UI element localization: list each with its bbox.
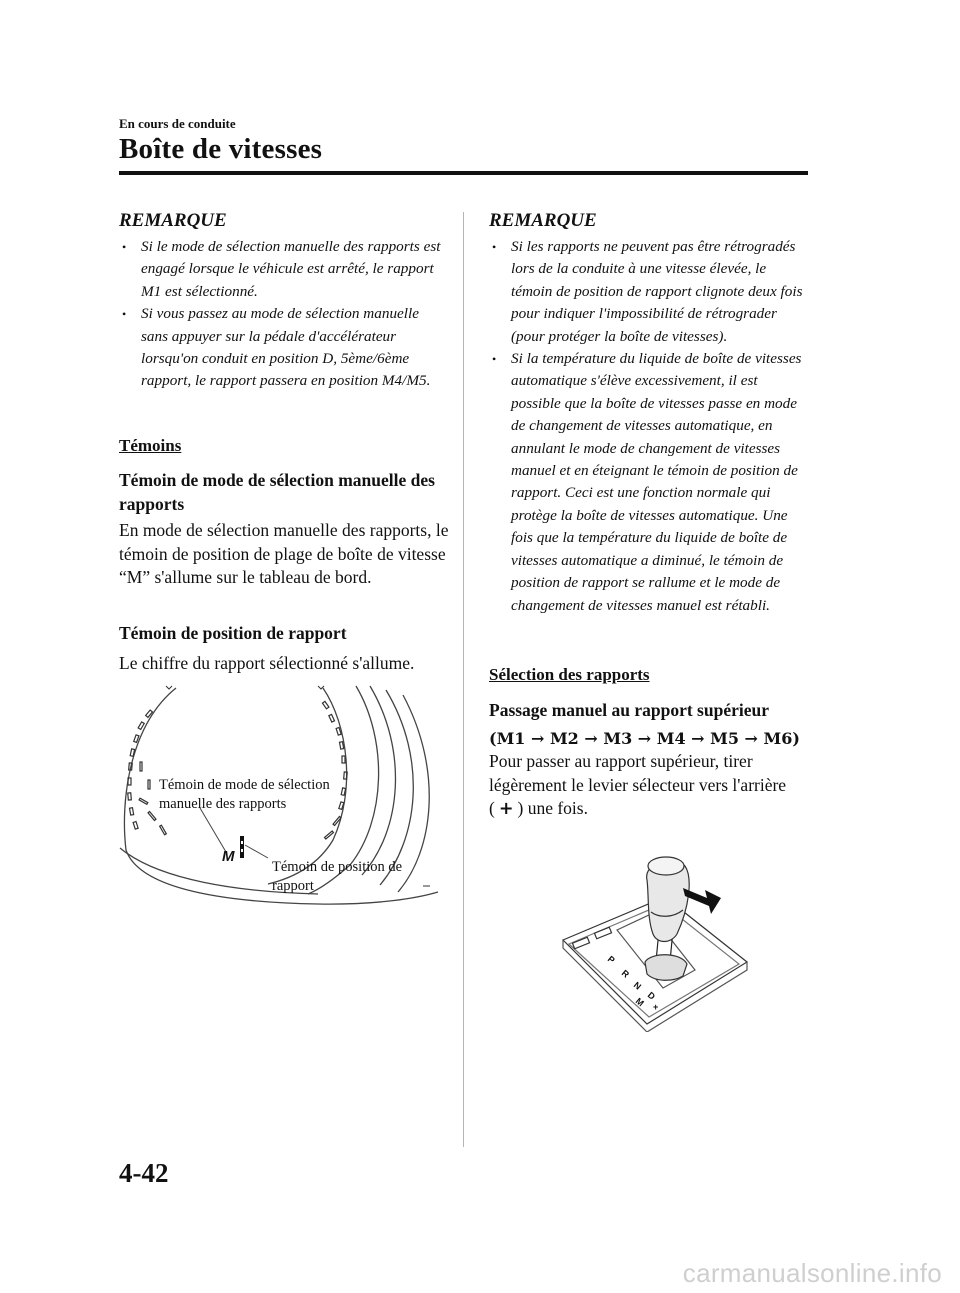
bullet-icon: • — [492, 240, 497, 254]
plus-icon: + — [498, 799, 514, 819]
instrument-cluster-figure — [118, 680, 448, 910]
paragraph-manual-mode: En mode de sélection manuelle des rapports, le témoin de position de plage de boîte de vitesse “M” s'allume sur le tableau de bord. — [119, 520, 449, 587]
paragraph-upshift — [489, 750, 814, 822]
left-column — [119, 210, 449, 393]
note-text: Si la température du liquide de boîte de vitesses automatique s'élève excessivement, il est possible que la boîte de vitesses passe en mode de changement de vitesses automatique, en annulant le mode de changement de vitesses manuel et en éteignant le témoin de position de rapport. Ceci est une fonction normale qui protège la boîte de vitesses automatique. Une fois que la température du liquide de boîte de vitesses automatique a diminué, le témoin de position de rapport se rallume et le mode de changement de vitesses manuel est rétabli. — [511, 350, 802, 614]
gear-sequence: (M1 → M2 → M3 → M4 → M5 → M6) — [489, 729, 800, 748]
gate-letter-n: N — [631, 979, 644, 992]
section-label: En cours de conduite — [119, 116, 236, 131]
bullet-icon: • — [492, 352, 497, 367]
gear-lever-illustration — [555, 852, 755, 1032]
right-column — [489, 210, 811, 617]
instruction-text-end: ) une fois. — [517, 798, 588, 818]
note-text: Si le mode de sélection manuelle des rapports est engagé lorsque le véhicule est arrêté, le rapport M1 est sélectionné. — [141, 238, 441, 300]
temoins-heading: Témoins — [119, 436, 182, 455]
gate-letter-m: M — [633, 995, 646, 1009]
instruction-text-start: Pour passer au rapport supérieur, tirer légèrement le levier sélecteur vers l'arrière ( — [489, 751, 787, 818]
m-indicator-letter: M — [222, 848, 235, 865]
paragraph-gear-position: Le chiffre du rapport sélectionné s'allume. — [119, 653, 415, 673]
gear-lever-figure — [555, 852, 755, 1032]
bullet-icon: • — [122, 240, 127, 254]
notes-list-left — [119, 236, 449, 393]
sub-heading-upshift: Passage manuel au rapport supérieur — [489, 700, 769, 720]
note-item — [119, 236, 449, 303]
gate-plus: + — [653, 1002, 659, 1012]
callout-manual-mode-indicator: Témoin de mode de sélection manuelle des rapports — [159, 777, 330, 812]
page-number: 4-42 — [119, 1158, 169, 1188]
notes-list-right — [489, 236, 811, 617]
gate-letter-r: R — [619, 967, 632, 980]
remarque-label-left: REMARQUE — [119, 210, 227, 231]
page-title: Boîte de vitesses — [119, 133, 323, 165]
note-item — [489, 348, 811, 617]
note-text: Si vous passez au mode de sélection manuelle sans appuyer sur la pédale d'accélérateur lorsqu'on conduit en position D, 5ème/6ème rapport, le rapport passera en position M4/M5. — [141, 305, 431, 390]
remarque-label-right: REMARQUE — [489, 210, 597, 231]
gate-letter-d: D — [645, 989, 658, 1002]
callout-gear-position-indicator: Témoin de position de rapport — [272, 859, 403, 894]
note-item — [489, 236, 811, 348]
bullet-icon: • — [122, 307, 127, 322]
sub-heading-manual-mode: Témoin de mode de sélection manuelle des rapports — [119, 470, 435, 514]
gate-letter-p: P — [605, 953, 617, 966]
header-rule — [119, 171, 808, 175]
note-text: Si les rapports ne peuvent pas être rétrogradés lors de la conduite à une vitesse élevée, le témoin de position de rapport clignote deux fois pour indiquer l'impossibilité de rétrograder (pour protéger la boîte de vitesses). — [511, 238, 803, 345]
note-item — [119, 303, 449, 393]
column-divider — [463, 212, 464, 1147]
selection-heading: Sélection des rapports — [489, 665, 650, 684]
sub-heading-gear-position: Témoin de position de rapport — [119, 623, 347, 643]
watermark: carmanualsonline.info — [682, 1258, 942, 1288]
